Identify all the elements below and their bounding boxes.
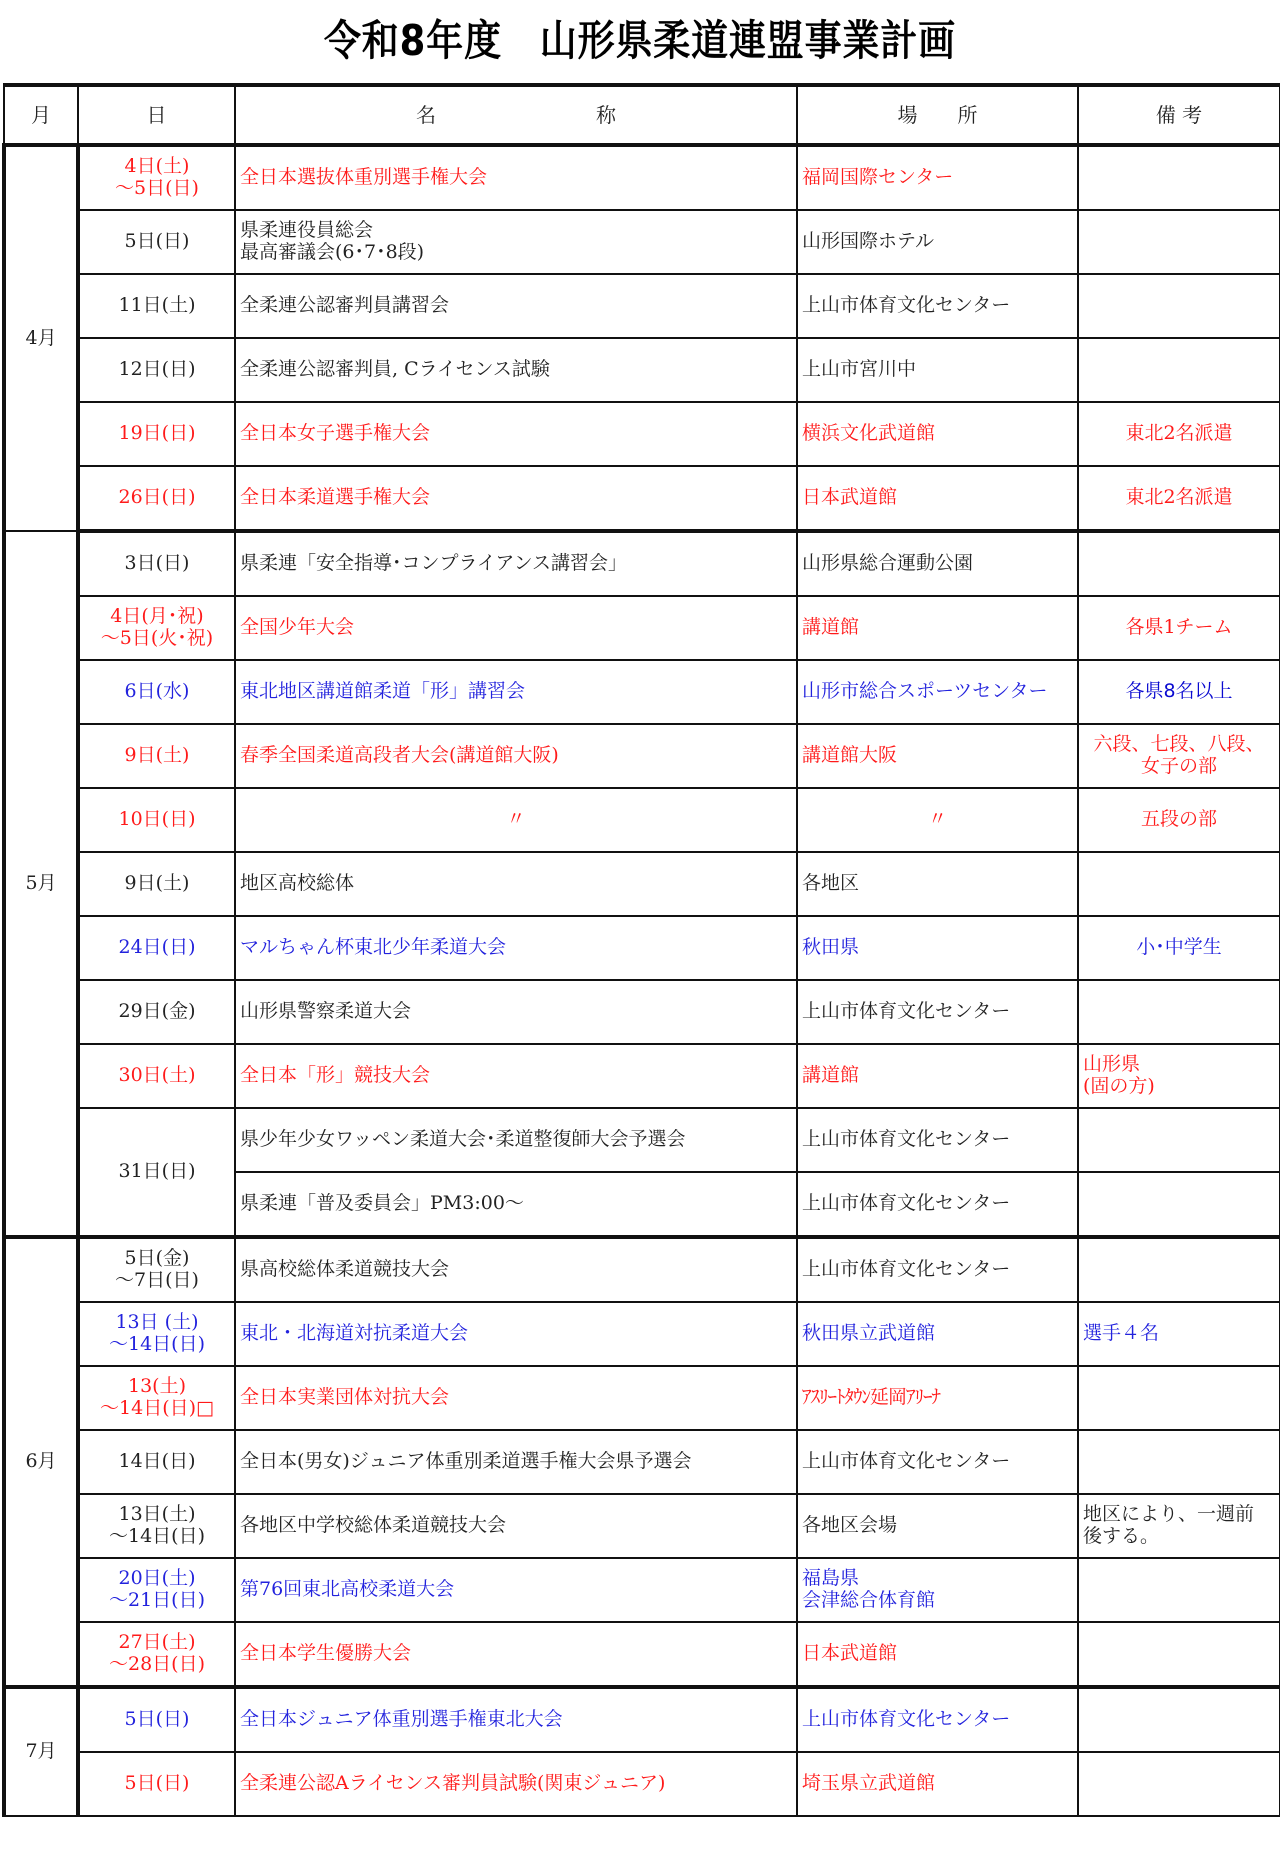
table-row xyxy=(4,338,1280,402)
place-cell: 上山市体育文化センター xyxy=(797,1237,1078,1302)
table-row xyxy=(4,980,1280,1044)
event-name-cell: 東北地区講道館柔道「形」講習会 xyxy=(235,660,797,724)
table-row xyxy=(4,1108,1280,1172)
place-cell: 各地区会場 xyxy=(797,1494,1078,1558)
table-row xyxy=(4,145,1280,210)
month-cell: 4月 xyxy=(4,145,78,531)
note-cell xyxy=(1078,852,1280,916)
event-name-cell: 全柔連公認審判員, Cライセンス試験 xyxy=(235,338,797,402)
place-cell: 各地区 xyxy=(797,852,1078,916)
table-row xyxy=(4,1687,1280,1752)
note-cell: 東北2名派遣 xyxy=(1078,402,1280,466)
table-row xyxy=(4,660,1280,724)
table-row xyxy=(4,1302,1280,1366)
place-cell: 講道館 xyxy=(797,1044,1078,1108)
event-name-cell: 春季全国柔道高段者大会(講道館大阪) xyxy=(235,724,797,788)
place-cell: 埼玉県立武道館 xyxy=(797,1752,1078,1816)
day-cell: 27日(土) ～28日(日) xyxy=(78,1622,235,1687)
table-row xyxy=(4,274,1280,338)
event-name-cell: 全国少年大会 xyxy=(235,596,797,660)
day-cell: 19日(日) xyxy=(78,402,235,466)
table-row xyxy=(4,1622,1280,1687)
note-cell xyxy=(1078,145,1280,210)
month-cell: 5月 xyxy=(4,531,78,1237)
note-cell xyxy=(1078,1366,1280,1430)
header-note: 備 考 xyxy=(1078,85,1280,145)
place-cell: 山形国際ホテル xyxy=(797,210,1078,274)
day-cell: 4日(月･祝) ～5日(火･祝) xyxy=(78,596,235,660)
place-cell: 上山市体育文化センター xyxy=(797,274,1078,338)
header-day: 日 xyxy=(78,85,235,145)
month-cell: 6月 xyxy=(4,1237,78,1687)
note-cell: 地区により、一週前 後する。 xyxy=(1078,1494,1280,1558)
header-month: 月 xyxy=(4,85,78,145)
table-row xyxy=(4,1430,1280,1494)
place-cell: 上山市宮川中 xyxy=(797,338,1078,402)
table-row xyxy=(4,1366,1280,1430)
event-name-cell: 全日本(男女)ジュニア体重別柔道選手権大会県予選会 xyxy=(235,1430,797,1494)
place-cell: 山形県総合運動公園 xyxy=(797,531,1078,596)
day-cell: 3日(日) xyxy=(78,531,235,596)
event-name-cell: 県柔連役員総会 最高審議会(6･7･8段) xyxy=(235,210,797,274)
day-cell: 13(土) ～14日(日)□ xyxy=(78,1366,235,1430)
header-place: 場 所 xyxy=(797,85,1078,145)
table-row xyxy=(4,724,1280,788)
place-cell: 福岡国際センター xyxy=(797,145,1078,210)
note-cell: 五段の部 xyxy=(1078,788,1280,852)
event-name-cell: 全日本選抜体重別選手権大会 xyxy=(235,145,797,210)
event-name-cell: 全日本実業団体対抗大会 xyxy=(235,1366,797,1430)
table-row xyxy=(4,1044,1280,1108)
table-row xyxy=(4,1237,1280,1302)
place-cell: 福島県 会津総合体育館 xyxy=(797,1558,1078,1622)
day-cell: 29日(金) xyxy=(78,980,235,1044)
page-title: 令和8年度 山形県柔道連盟事業計画 xyxy=(323,16,957,65)
note-cell xyxy=(1078,1687,1280,1752)
event-name-cell: 全日本女子選手権大会 xyxy=(235,402,797,466)
event-name-cell: 全柔連公認審判員講習会 xyxy=(235,274,797,338)
place-cell: 上山市体育文化センター xyxy=(797,1172,1078,1237)
event-name-cell: 県柔連「普及委員会」PM3:00～ xyxy=(235,1172,797,1237)
day-cell: 12日(日) xyxy=(78,338,235,402)
place-cell: 〃 xyxy=(797,788,1078,852)
day-cell: 10日(日) xyxy=(78,788,235,852)
table-row xyxy=(4,466,1280,531)
event-name-cell: 地区高校総体 xyxy=(235,852,797,916)
event-name-cell: マルちゃん杯東北少年柔道大会 xyxy=(235,916,797,980)
place-cell: 講道館大阪 xyxy=(797,724,1078,788)
place-cell: 秋田県立武道館 xyxy=(797,1302,1078,1366)
place-cell: 上山市体育文化センター xyxy=(797,1108,1078,1172)
header-name: 名 称 xyxy=(235,85,797,145)
note-cell xyxy=(1078,1558,1280,1622)
place-cell: 上山市体育文化センター xyxy=(797,1687,1078,1752)
note-cell xyxy=(1078,338,1280,402)
table-row xyxy=(4,210,1280,274)
month-cell: 7月 xyxy=(4,1687,78,1816)
place-cell: 横浜文化武道館 xyxy=(797,402,1078,466)
note-cell: 山形県 (固の方) xyxy=(1078,1044,1280,1108)
day-cell: 5日(日) xyxy=(78,1752,235,1816)
note-cell xyxy=(1078,274,1280,338)
day-cell: 30日(土) xyxy=(78,1044,235,1108)
note-cell xyxy=(1078,210,1280,274)
event-name-cell: 全日本「形」競技大会 xyxy=(235,1044,797,1108)
day-cell: 14日(日) xyxy=(78,1430,235,1494)
note-cell: 各県8名以上 xyxy=(1078,660,1280,724)
table-row xyxy=(4,916,1280,980)
day-cell: 20日(土) ～21日(日) xyxy=(78,1558,235,1622)
day-cell: 9日(土) xyxy=(78,724,235,788)
table-row xyxy=(4,596,1280,660)
event-name-cell: 全日本柔道選手権大会 xyxy=(235,466,797,531)
place-cell: 上山市体育文化センター xyxy=(797,1430,1078,1494)
day-cell: 11日(土) xyxy=(78,274,235,338)
note-cell: 選手４名 xyxy=(1078,1302,1280,1366)
day-cell: 9日(土) xyxy=(78,852,235,916)
place-cell: ｱｽﾘｰﾄﾀｳﾝ延岡ｱﾘｰﾅ xyxy=(797,1366,1078,1430)
event-name-cell: 東北・北海道対抗柔道大会 xyxy=(235,1302,797,1366)
day-cell: 31日(日) xyxy=(78,1108,235,1237)
table-row xyxy=(4,852,1280,916)
note-cell xyxy=(1078,531,1280,596)
event-name-cell: 第76回東北高校柔道大会 xyxy=(235,1558,797,1622)
note-cell xyxy=(1078,1108,1280,1172)
day-cell: 13日(土) ～14日(日) xyxy=(78,1494,235,1558)
day-cell: 5日(日) xyxy=(78,210,235,274)
place-cell: 上山市体育文化センター xyxy=(797,980,1078,1044)
day-cell: 4日(土) ～5日(日) xyxy=(78,145,235,210)
note-cell xyxy=(1078,1622,1280,1687)
table-row xyxy=(4,1558,1280,1622)
event-name-cell: 全日本ジュニア体重別選手権東北大会 xyxy=(235,1687,797,1752)
event-name-cell: 県柔連「安全指導･コンプライアンス講習会」 xyxy=(235,531,797,596)
table-header-row xyxy=(4,85,1280,145)
note-cell xyxy=(1078,980,1280,1044)
day-cell: 13日 (土) ～14日(日) xyxy=(78,1302,235,1366)
day-cell: 5日(日) xyxy=(78,1687,235,1752)
place-cell: 日本武道館 xyxy=(797,466,1078,531)
day-cell: 26日(日) xyxy=(78,466,235,531)
event-plan-table xyxy=(2,83,1280,1817)
table-row xyxy=(4,402,1280,466)
day-cell: 24日(日) xyxy=(78,916,235,980)
event-name-cell: 全柔連公認Aライセンス審判員試験(関東ジュニア) xyxy=(235,1752,797,1816)
table-row xyxy=(4,788,1280,852)
event-name-cell: 〃 xyxy=(235,788,797,852)
table-body xyxy=(4,145,1280,1816)
table-row xyxy=(4,1494,1280,1558)
note-cell xyxy=(1078,1430,1280,1494)
day-cell: 5日(金) ～7日(日) xyxy=(78,1237,235,1302)
note-cell xyxy=(1078,1752,1280,1816)
note-cell: 六段、七段、八段、 女子の部 xyxy=(1078,724,1280,788)
note-cell xyxy=(1078,1172,1280,1237)
note-cell: 東北2名派遣 xyxy=(1078,466,1280,531)
place-cell: 講道館 xyxy=(797,596,1078,660)
note-cell: 各県1チーム xyxy=(1078,596,1280,660)
note-cell xyxy=(1078,1237,1280,1302)
event-name-cell: 全日本学生優勝大会 xyxy=(235,1622,797,1687)
place-cell: 山形市総合スポーツセンター xyxy=(797,660,1078,724)
table-row xyxy=(4,1752,1280,1816)
day-cell: 6日(水) xyxy=(78,660,235,724)
event-name-cell: 県少年少女ワッペン柔道大会･柔道整復師大会予選会 xyxy=(235,1108,797,1172)
event-name-cell: 県高校総体柔道競技大会 xyxy=(235,1237,797,1302)
table-row xyxy=(4,531,1280,596)
place-cell: 日本武道館 xyxy=(797,1622,1078,1687)
place-cell: 秋田県 xyxy=(797,916,1078,980)
event-name-cell: 山形県警察柔道大会 xyxy=(235,980,797,1044)
event-name-cell: 各地区中学校総体柔道競技大会 xyxy=(235,1494,797,1558)
note-cell: 小･中学生 xyxy=(1078,916,1280,980)
